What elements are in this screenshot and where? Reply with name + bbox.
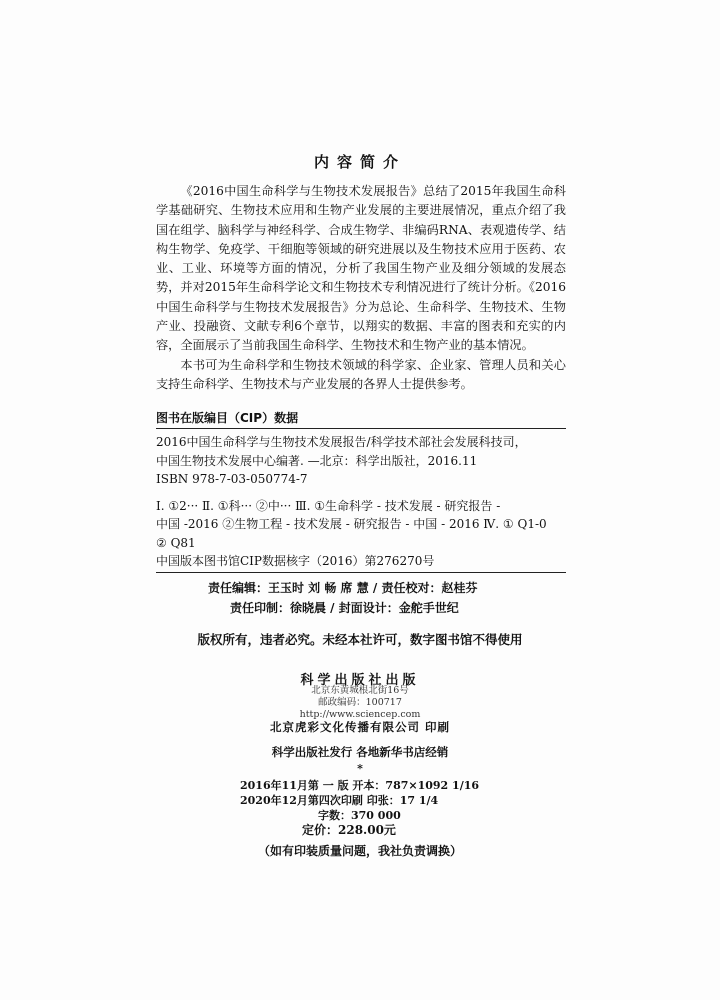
cip-line-title: 2016中国生命科学与生物技术发展报告/科学技术部社会发展科技司，: [156, 435, 527, 449]
publisher-address: 北京东黄城根北街16号: [311, 685, 409, 696]
edition-word-count: 字数：370 000: [318, 809, 401, 822]
edition-info: [0, 778, 720, 838]
cip-line-classification-3: ② Q81: [156, 535, 196, 550]
cip-line-publisher: 中国生物技术发展中心编著. —北京：科学出版社，2016.11: [156, 453, 478, 468]
divider-bottom: [156, 572, 566, 573]
credits-editors: 责任编辑：王玉时 刘 畅 席 慧 / 责任校对：赵桂芬: [208, 581, 478, 595]
edition-price: 定价：228.00元: [302, 823, 396, 837]
abstract: [156, 182, 566, 394]
cip-line-classification-2: 中国 -2016 ②生物工程 - 技术发展 - 研究报告 - 中国 - 2016 Ⅳ. ① Q1-0: [156, 517, 547, 531]
rights-statement: 版权所有，违者必究。未经本社许可，数字图书馆不得使用: [197, 632, 523, 647]
abstract-paragraph-2: 本书可为生命科学和生物技术领域的科学家、企业家、管理人员和关心支持生命科学、生物技术与产业发展的各界人士提供参考。: [156, 357, 566, 391]
credits: [0, 578, 720, 618]
cip-heading: 图书在版编目（CIP）数据: [156, 411, 299, 425]
cip-line-record-number: 中国版本图书馆CIP数据核字（2016）第276270号: [156, 554, 435, 568]
section-title: 内容简介: [313, 153, 406, 171]
cip-line-isbn: ISBN 978-7-03-050774-7: [156, 472, 308, 486]
separator-star: *: [357, 762, 363, 775]
printer: 北京虎彩文化传播有限公司 印刷: [269, 720, 450, 734]
cip-data: [156, 433, 566, 571]
edition-line-2: 2020年12月第四次印刷 印张：17 1/4: [240, 794, 439, 807]
cip-line-classification-1: Ⅰ. ①2··· Ⅱ. ①科··· ②中··· Ⅲ. ①生命科学 - 技术发展 - 研究报告 -: [156, 498, 501, 513]
credits-production: 责任印制：徐晓晨 / 封面设计：金舵手世纪: [230, 601, 459, 615]
divider-top: [156, 428, 566, 429]
publisher-website: http://www.sciencep.com: [299, 709, 421, 720]
distributor: 科学出版社发行 各地新华书店经销: [271, 745, 449, 759]
quality-notice: （如有印装质量问题，我社负责调换）: [257, 844, 462, 858]
publisher-name: 科学出版社出版: [300, 673, 420, 688]
edition-line-1: 2016年11月第 一 版 开本：787×1092 1/16: [240, 779, 480, 792]
abstract-paragraph-1: 《2016中国生命科学与生物技术发展报告》总结了2015年我国生命科学基础研究、生物技术应用和生物产业发展的主要进展情况，重点介绍了我国在组学、脑科学与神经科学、合成生物学、非编码RNA、表观遗传学、结构生物学、免疫学、干细胞等领域的研究进展以及生物技术应用于医药、农业、工业、环境等方面的情况，分析了我国生物产业及细分领域的发展态势，并对2015年生命科学论文和生物技术专利情况进行了统计分析。《2016中国生命科学与生物技术发展报告》分为总论、生命科学、生物技术、生物产业、投融资、文献专利6个章节，以翔实的数据、丰富的图表和充实的内容，全面展示了当前我国生命科学、生物技术和生物产业的基本情况。: [156, 184, 566, 353]
publisher-info: [0, 685, 720, 721]
publisher-postcode: 邮政编码：100717: [318, 697, 402, 708]
